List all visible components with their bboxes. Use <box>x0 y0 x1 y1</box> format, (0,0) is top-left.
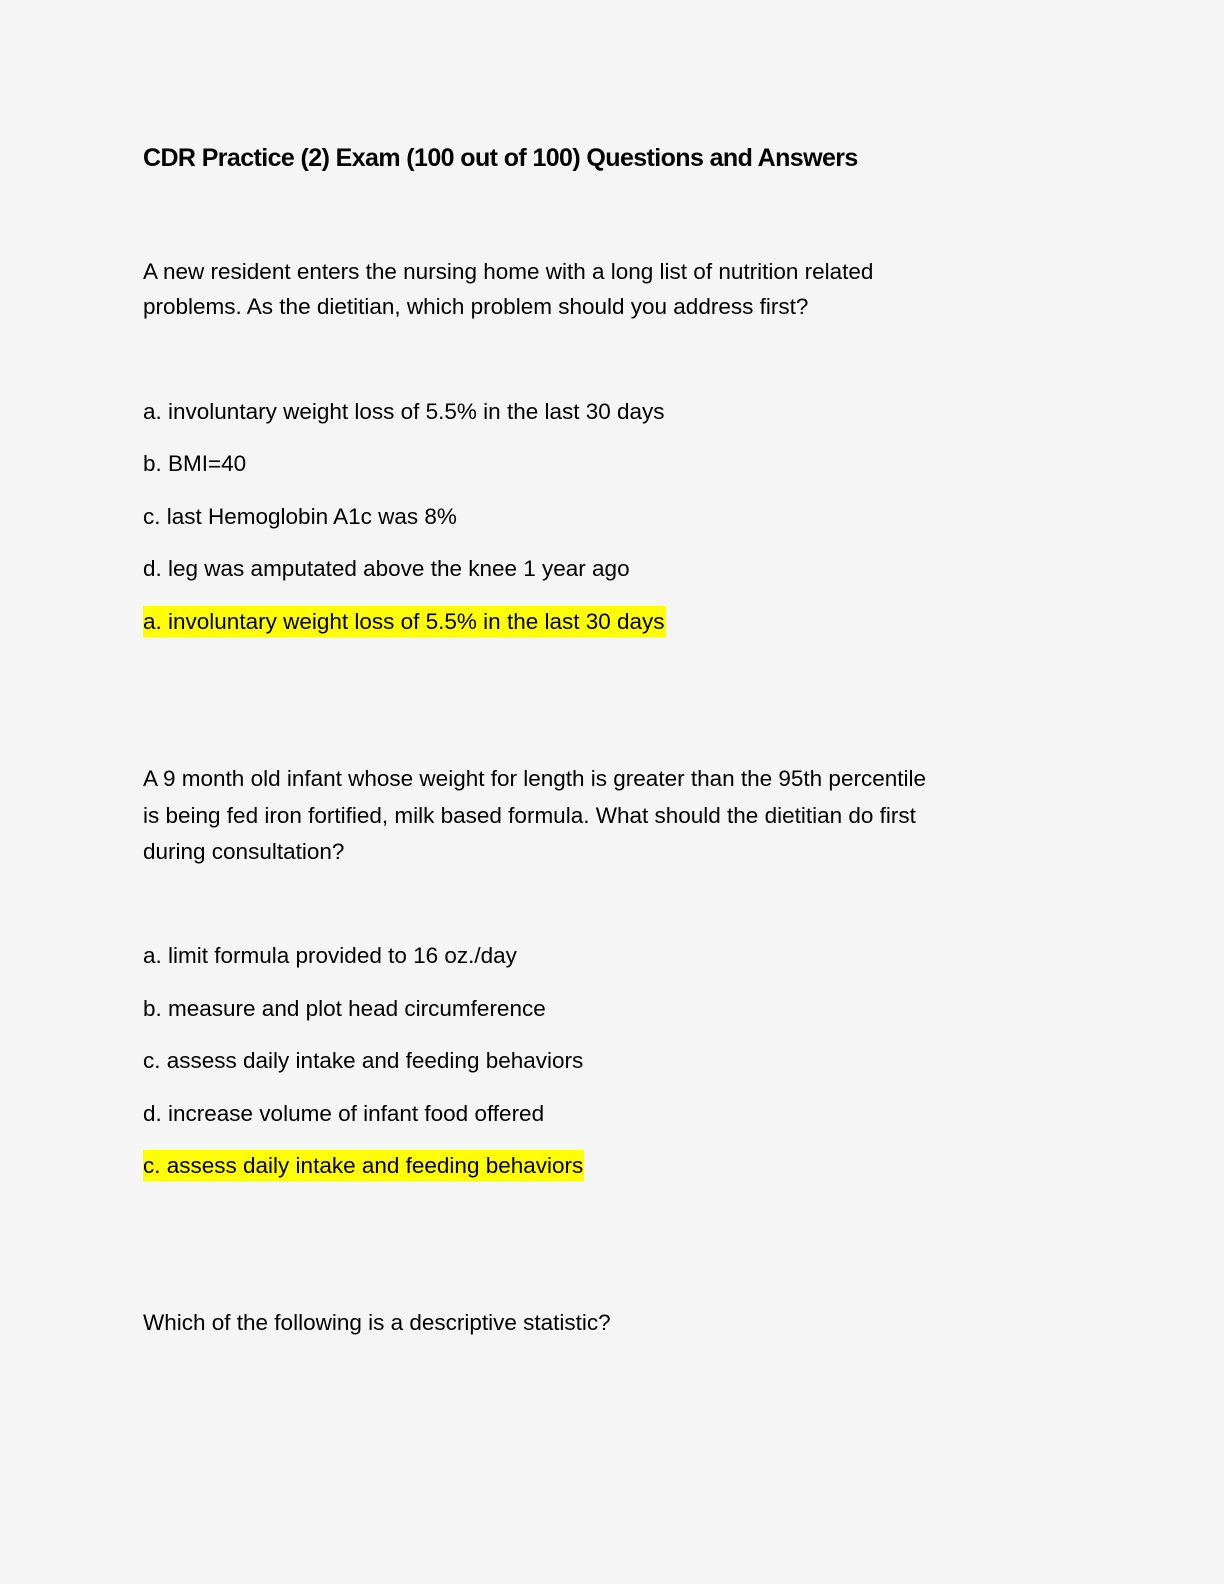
option-b: b. BMI=40 <box>143 451 247 476</box>
document-title: CDR Practice (2) Exam (100 out of 100) Questions and Answers <box>143 144 858 172</box>
question-text: A new resident enters the nursing home with a long list of nutrition related <box>143 259 874 284</box>
option-a: a. involuntary weight loss of 5.5% in the last 30 days <box>143 399 665 424</box>
question-text: during consultation? <box>143 839 345 864</box>
question-text: Which of the following is a descriptive statistic? <box>143 1310 611 1335</box>
option-c: c. assess daily intake and feeding behaviors <box>143 1048 584 1073</box>
option-d: d. increase volume of infant food offered <box>143 1101 545 1126</box>
question-text: problems. As the dietitian, which problem should you address first? <box>143 294 809 319</box>
highlighted-answer: a. involuntary weight loss of 5.5% in the last 30 days <box>143 606 666 637</box>
option-a: a. limit formula provided to 16 oz./day <box>143 943 517 968</box>
question-text: A 9 month old infant whose weight for length is greater than the 95th percentile <box>143 766 926 791</box>
option-b: b. measure and plot head circumference <box>143 996 546 1021</box>
option-c: c. last Hemoglobin A1c was 8% <box>143 504 457 529</box>
highlighted-answer: c. assess daily intake and feeding behaviors <box>143 1150 584 1181</box>
option-d: d. leg was amputated above the knee 1 year ago <box>143 556 630 581</box>
question-text: is being fed iron fortified, milk based formula. What should the dietitian do first <box>143 803 916 828</box>
